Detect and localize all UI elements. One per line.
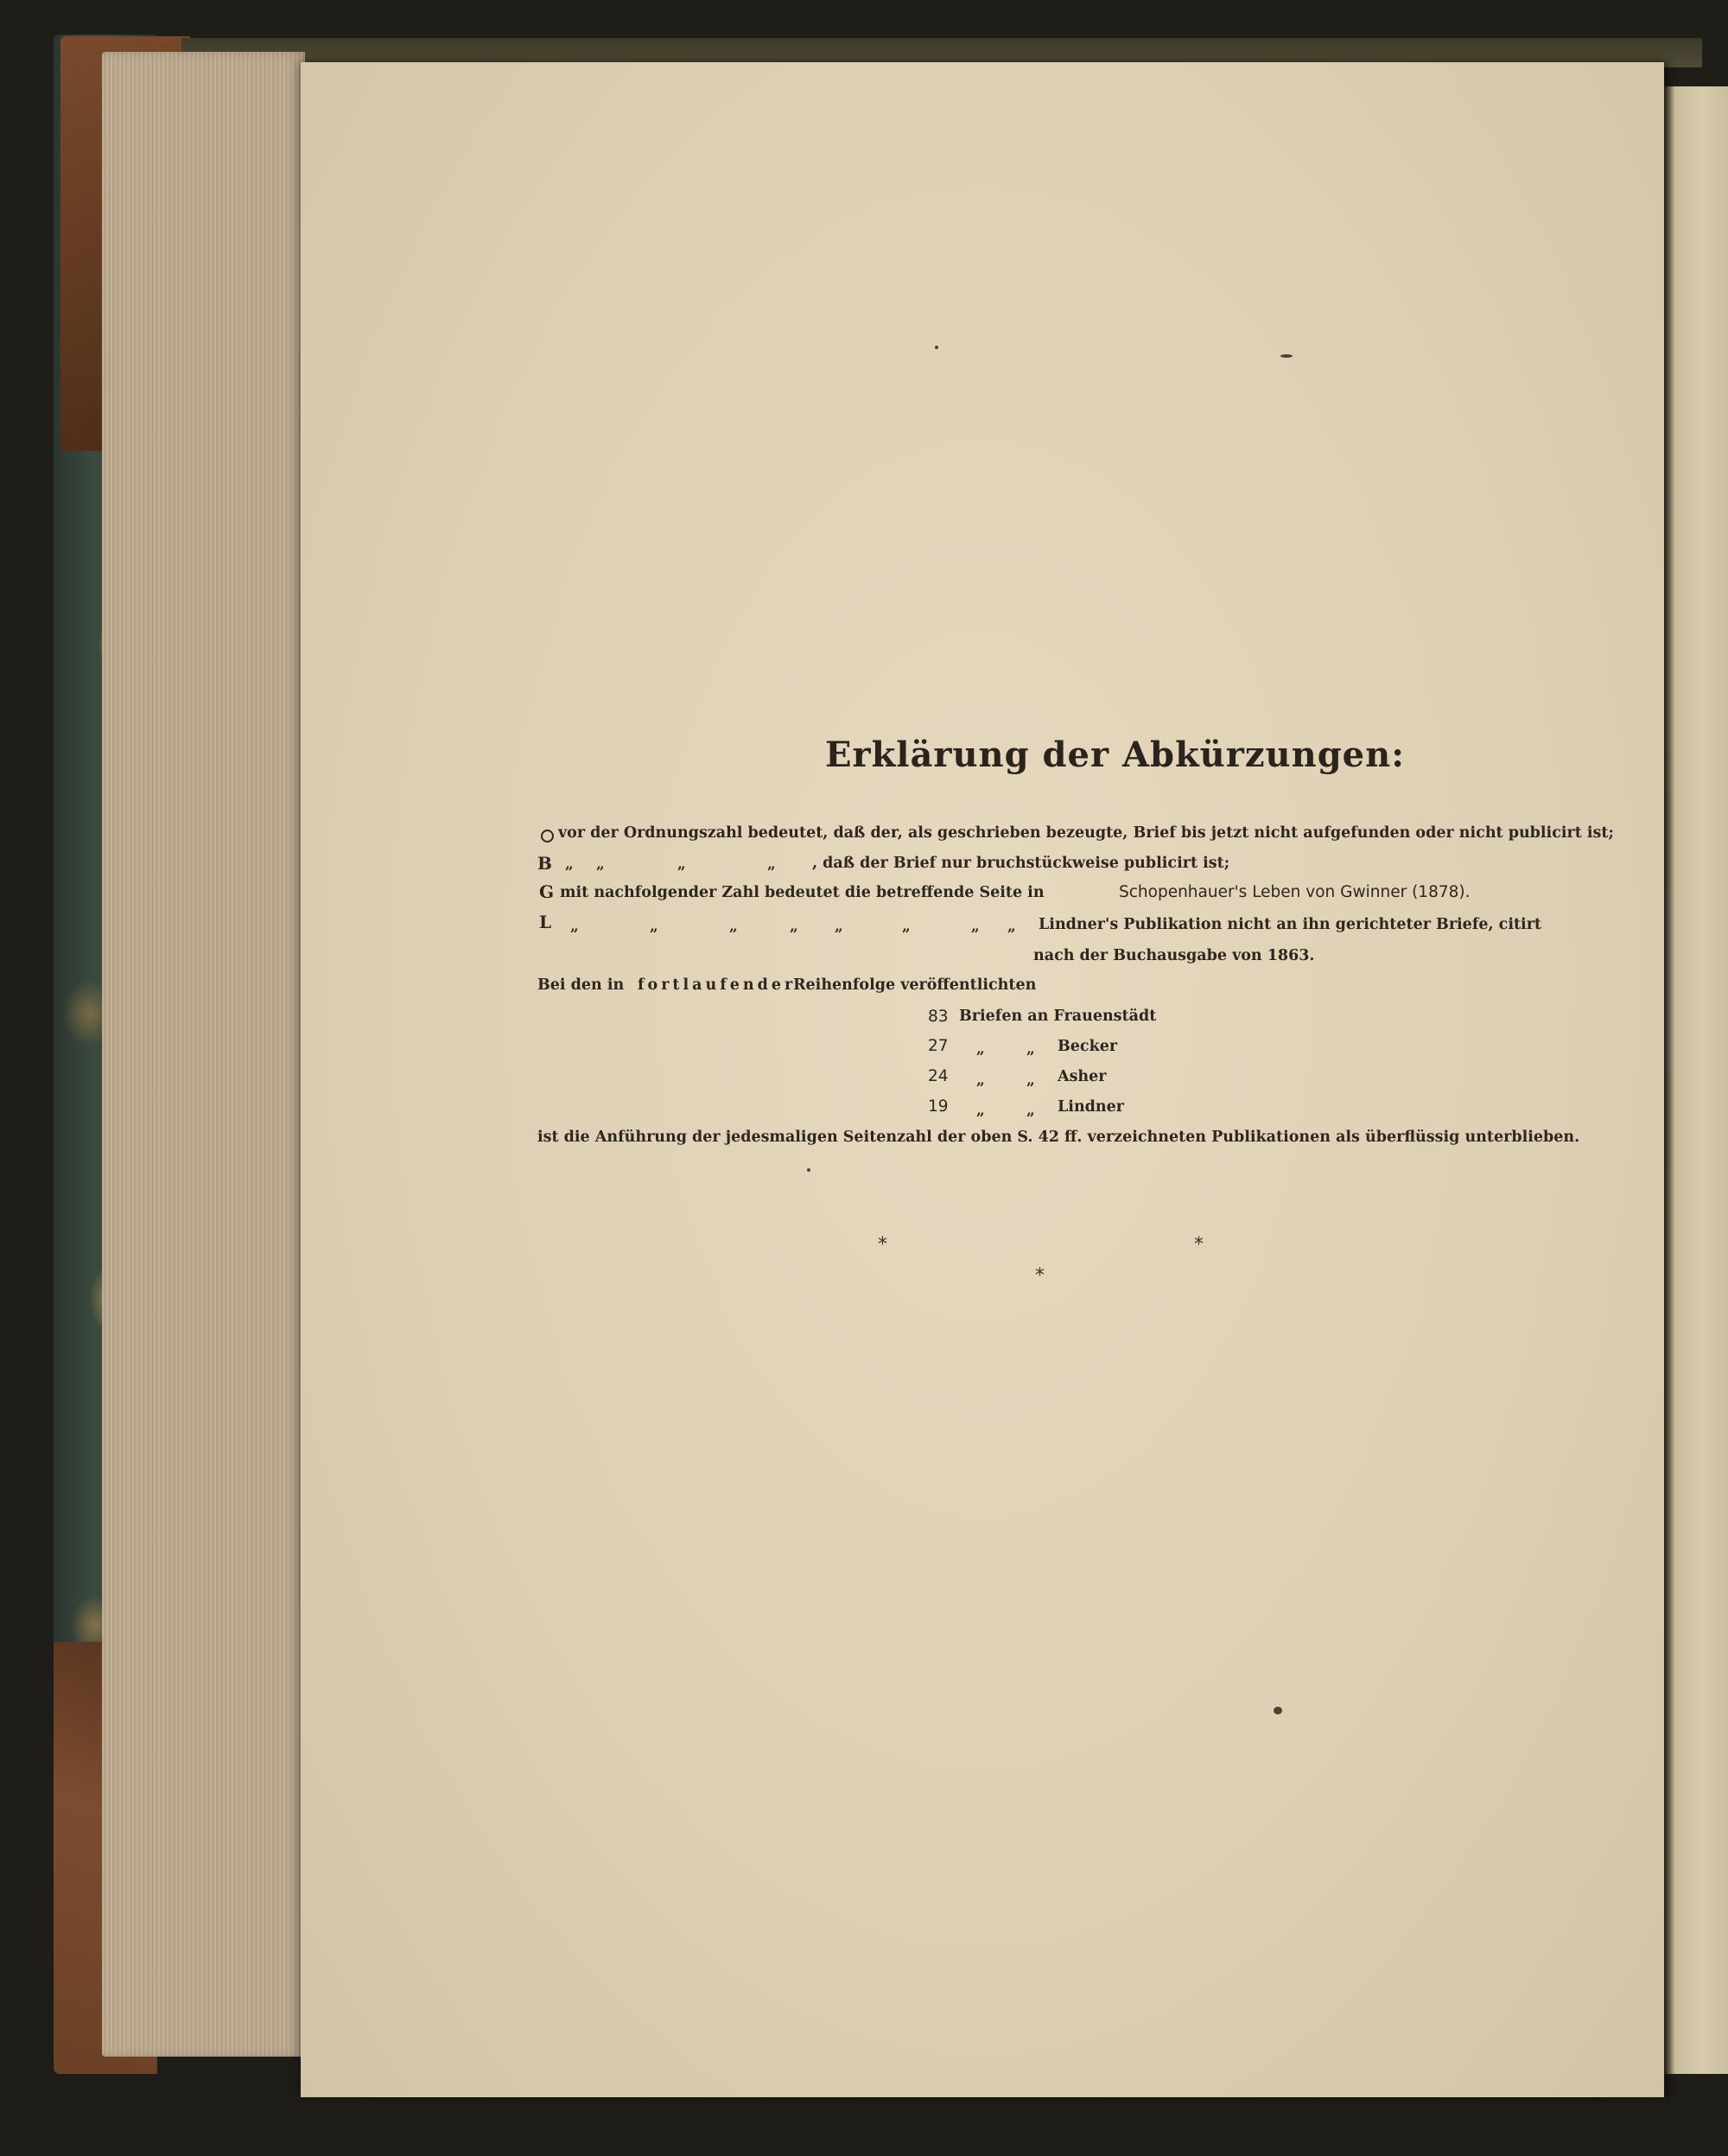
abbr-line-3a: mit nachfolgender Zahl bedeutet die betreffende Seite in <box>560 884 1045 901</box>
letters-count: 19 <box>928 1097 949 1116</box>
ditto-mark: „ <box>902 918 911 935</box>
ditto-mark: „ <box>835 918 843 935</box>
ditto-mark: „ <box>729 918 738 935</box>
asterisk-ornament: * <box>1194 1234 1204 1256</box>
facing-page-edge <box>1663 86 1728 2074</box>
ditto-mark: „ <box>1026 1072 1035 1089</box>
ditto-mark: „ <box>596 855 605 873</box>
letters-count: 24 <box>928 1067 949 1085</box>
ditto-mark: „ <box>976 1040 985 1058</box>
letters-count: 27 <box>928 1037 949 1055</box>
ditto-mark: „ <box>650 918 658 935</box>
ditto-mark: „ <box>790 918 798 935</box>
paper-speck <box>807 1168 810 1172</box>
abbr-symbol-b: B <box>537 853 552 874</box>
ditto-mark: „ <box>1007 918 1016 935</box>
intro-a: Bei den in <box>537 976 625 994</box>
asterisk-ornament: * <box>1035 1265 1045 1287</box>
ditto-mark: „ <box>1026 1102 1035 1119</box>
asterisk-ornament: * <box>878 1234 887 1256</box>
ditto-mark: „ <box>976 1102 985 1119</box>
letters-label: Briefen an Frauenstädt <box>959 1008 1157 1025</box>
ditto-mark: „ <box>565 855 574 873</box>
intro-b: fortlaufender <box>638 976 797 994</box>
intro-c: Reihenfolge veröffentlichten <box>793 976 1037 994</box>
abbr-line-3b: Schopenhauer's Leben von Gwinner (1878). <box>1119 883 1471 901</box>
closing-line: ist die Anführung der jedesmaligen Seitenzahl der oben S. 42 ff. verzeichneten Publikationen als überflüssig unterblieben. <box>537 1129 1580 1146</box>
ditto-mark: „ <box>976 1072 985 1089</box>
abbr-symbol-g: G <box>539 881 555 902</box>
letters-count: 83 <box>928 1008 949 1026</box>
paper-speck <box>1280 354 1293 358</box>
letters-label: Becker <box>1058 1038 1118 1055</box>
ditto-mark: „ <box>1026 1040 1035 1058</box>
paper-speck <box>935 346 938 349</box>
ditto-mark: „ <box>767 855 776 873</box>
abbr-line-4-cont: nach der Buchausgabe von 1863. <box>1033 947 1315 964</box>
ditto-mark: „ <box>971 918 980 935</box>
paper-speck <box>1274 1707 1282 1714</box>
ditto-mark: „ <box>677 855 686 873</box>
abbr-line-1: vor der Ordnungszahl bedeutet, daß der, als geschrieben bezeugte, Brief bis jetzt nicht aufgefunden oder nicht publicirt ist; <box>558 824 1614 842</box>
letters-label: Asher <box>1058 1068 1107 1085</box>
page-edges <box>102 52 305 2057</box>
page-title: Erklärung der Abkürzungen: <box>825 735 1405 775</box>
letters-label: Lindner <box>1058 1098 1124 1116</box>
abbr-line-4: Lindner's Publikation nicht an ihn gerichteter Briefe, citirt <box>1039 916 1542 933</box>
abbr-symbol-l: L <box>539 912 552 932</box>
abbr-line-2: , daß der Brief nur bruchstückweise publicirt ist; <box>812 855 1230 872</box>
circle-symbol <box>541 830 554 843</box>
ditto-mark: „ <box>570 918 579 935</box>
